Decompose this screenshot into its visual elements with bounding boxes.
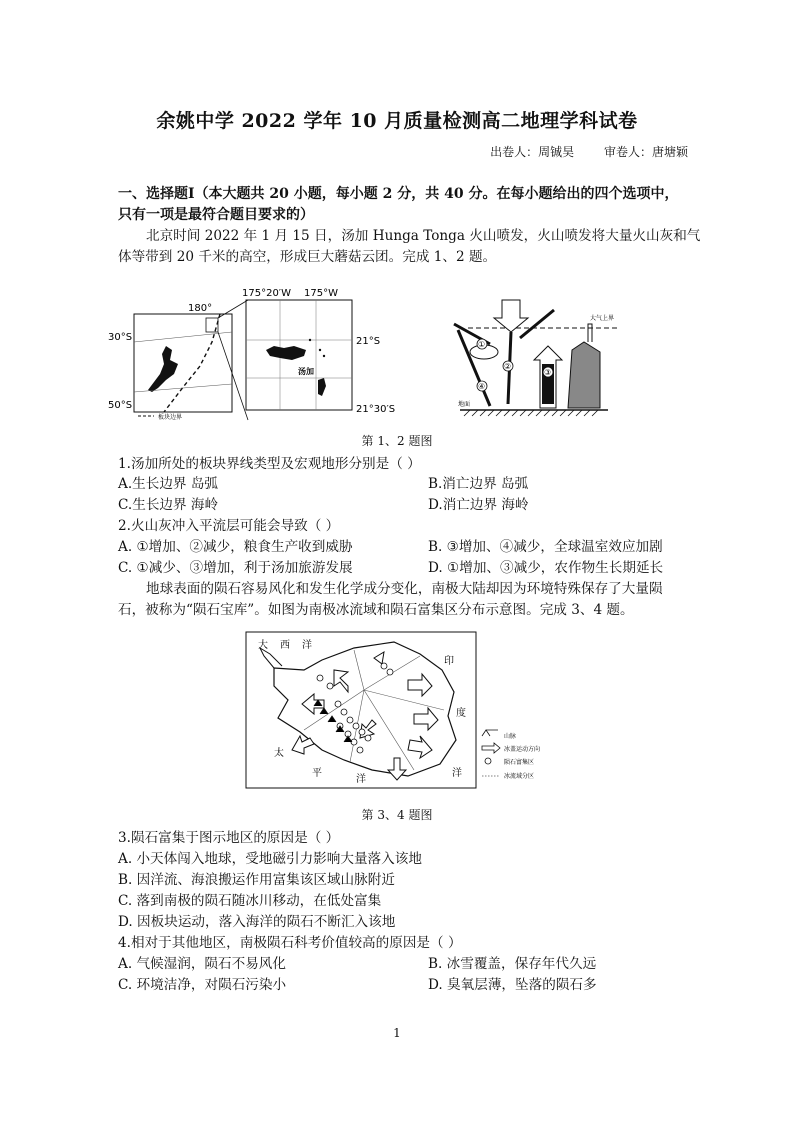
q1-option-b: B.消亡边界 岛弧 (428, 476, 529, 492)
section-heading-cont: 只有一项是最符合题目要求的） (118, 207, 314, 223)
q2-option-b: B. ③增加、④减少，全球温室效应加剧 (428, 539, 663, 555)
page-number: 1 (393, 1026, 401, 1040)
passage2-line1: 地球表面的陨石容易风化和发生化学成分变化，南极大陆却因为环境特殊保存了大量陨 (146, 581, 663, 597)
q3-option-d: D. 因板块运动，落入海洋的陨石不断汇入该地 (118, 914, 396, 930)
pacific-char-2: 平 (312, 768, 322, 779)
q1-option-c: C.生长边界 海岭 (118, 497, 219, 513)
passage1-line1: 北京时间 2022 年 1 月 15 日，汤加 Hunga Tonga 火山喷发，火山喷发将大量火山灰和气 (146, 228, 701, 244)
nz-map-frame (134, 314, 232, 412)
radiation-balance-diagram (450, 294, 630, 424)
pacific-char-3: 洋 (356, 774, 366, 785)
atlantic-char-3: 洋 (302, 640, 312, 651)
q1-option-a: A.生长边界 岛弧 (118, 476, 219, 492)
lat-21-30s-label: 21°30′S (356, 404, 396, 415)
atlantic-char-2: 西 (280, 640, 290, 651)
figure2-caption: 第 3、4 题图 (361, 808, 433, 822)
q3-option-b: B. 因洋流、海浪搬运作用富集该区域山脉附近 (118, 872, 395, 888)
atlantic-char-1: 大 (258, 640, 268, 651)
graticule-line (134, 384, 232, 392)
q4-option-b: B. 冰雪覆盖，保存年代久远 (428, 956, 597, 972)
reviewer-name: 审卷人：唐塘颖 (603, 145, 688, 159)
legend-divide-label: 冰流域分区 (504, 773, 535, 780)
tongatapu-island (266, 346, 306, 360)
label-3: ③ (544, 368, 552, 377)
q4-option-a: A. 气候湿润，陨石不易风化 (118, 956, 286, 972)
q3-option-a: A. 小天体闯入地球，受地磁引力影响大量落入该地 (118, 851, 422, 867)
indian-char-2: 度 (456, 708, 466, 719)
q2-option-c: C. ①减少、③增加，利于汤加旅游发展 (118, 560, 353, 576)
graticule-line (134, 332, 232, 342)
indian-char-1: 印 (444, 656, 454, 667)
tonga-label: 汤加 (298, 367, 314, 376)
setter-name: 出卷人：周铖昊 (490, 145, 575, 159)
section-heading: 一、选择题Ⅰ（本大题共 20 小题，每小题 2 分，共 40 分。在每小题给出的四个选项中， (118, 186, 679, 202)
legend-mountain-label: 山脉 (504, 733, 517, 740)
legend-flow-label: 冰盖运动方向 (504, 746, 541, 753)
new-zealand-landmass (148, 346, 178, 392)
passage1-line2: 体等带到 20 千米的高空，形成巨大蘑菇云团。完成 1、2 题。 (118, 249, 497, 265)
q4-stem: 4.相对于其他地区，南极陨石科考价值较高的原因是（ ） (118, 935, 462, 951)
legend-meteorite-symbol (485, 758, 491, 764)
q2-option-a: A. ①增加、②减少，粮食生产收到威胁 (118, 539, 353, 555)
q4-option-c: C. 环境洁净，对陨石污染小 (118, 977, 287, 993)
pacific-char-1: 太 (274, 748, 284, 759)
ground-label: 地面 (458, 401, 471, 408)
islet-dot (323, 355, 325, 357)
q1-option-d: D.消亡边界 海岭 (428, 497, 529, 513)
q2-stem: 2.火山灰冲入平流层可能会导致（ ） (118, 518, 340, 534)
tonga-detail-map (240, 284, 400, 424)
q3-stem: 3.陨石富集于图示地区的原因是（ ） (118, 830, 340, 846)
q1-stem: 1.汤加所处的板块界线类型及宏观地形分别是（ ） (118, 456, 421, 472)
figure2-legend (482, 730, 540, 780)
label-2: ② (504, 362, 512, 371)
antarctica-meteorite-map (244, 630, 564, 792)
q2-option-d: D. ①增加、③减少，农作物生长期延长 (428, 560, 664, 576)
figure1-caption: 第 1、2 题图 (361, 434, 433, 448)
legend-plate-label: 板块边界 (158, 414, 183, 421)
q4-option-d: D. 臭氧层薄，坠落的陨石多 (428, 977, 597, 993)
legend-mountain-symbol (482, 730, 498, 736)
lon-175w-label: 175°W (304, 288, 338, 299)
zoom-box (206, 318, 218, 332)
page-title: 余姚中学 2022 学年 10 月质量检测高二地理学科试卷 (156, 110, 638, 132)
author-line (464, 143, 688, 160)
atmosphere-up-arrow (588, 324, 592, 342)
label-1: ① (478, 340, 486, 349)
antarctic-peninsula (260, 648, 282, 668)
legend-flow-symbol (482, 743, 500, 753)
islet-dot (319, 349, 321, 351)
lat-30s-label: 30°S (108, 332, 133, 343)
lat-21s-label: 21°S (356, 336, 381, 347)
lat-50s-label: 50°S (108, 400, 133, 411)
legend-meteorite-label: 陨石富集区 (504, 759, 535, 766)
indian-char-3: 洋 (452, 768, 462, 779)
ground-hatch (464, 410, 598, 416)
arrow-scatter-up (520, 310, 554, 338)
incoming-solar-arrow (494, 300, 528, 332)
lon-180-label: 180° (188, 303, 213, 314)
q3-option-c: C. 落到南极的陨石随冰川移动，在低处富集 (118, 893, 382, 909)
atmospheric-radiation-band (568, 342, 600, 408)
passage2-line2: 石，被称为“陨石宝库”。如图为南极冰流域和陨石富集区分布示意图。完成 3、4 题。 (118, 602, 634, 618)
islet-dot (309, 339, 311, 341)
lon-175-20w-label: 175°20′W (242, 288, 291, 299)
atmosphere-top-label: 大气上界 (590, 315, 615, 322)
label-4: ④ (478, 382, 486, 391)
eua-island (318, 378, 326, 396)
